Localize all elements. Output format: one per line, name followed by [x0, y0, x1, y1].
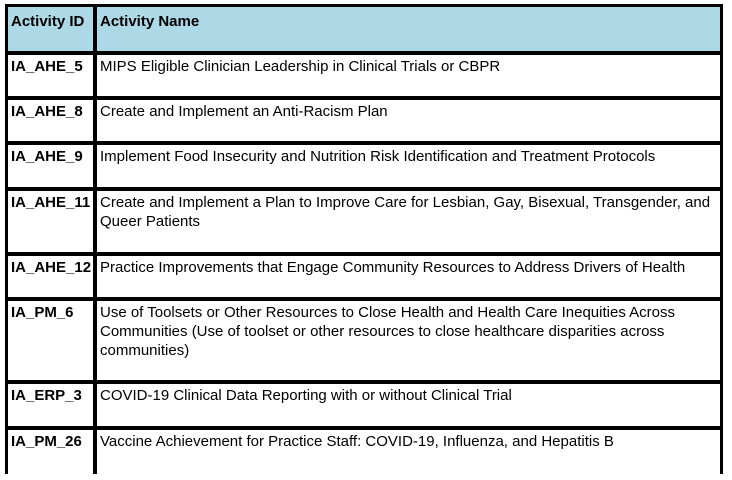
table-row	[8, 55, 720, 100]
activity-name-cell: COVID-19 Clinical Data Reporting with or without Clinical Trial	[97, 384, 720, 430]
activity-id-cell: IA_ERP_3	[8, 384, 97, 430]
activity-name-cell: MIPS Eligible Clinician Leadership in Clinical Trials or CBPR	[97, 55, 720, 100]
table-row	[8, 430, 720, 474]
activity-id-cell: IA_AHE_9	[8, 145, 97, 191]
activity-id-cell: IA_AHE_8	[8, 100, 97, 145]
activity-name-cell: Practice Improvements that Engage Community Resources to Address Drivers of Health	[97, 256, 720, 301]
table-row	[8, 384, 720, 430]
table-row	[8, 301, 720, 384]
activity-id-cell: IA_AHE_12	[8, 256, 97, 301]
activity-table-frame	[5, 4, 723, 474]
column-header-activity-id: Activity ID	[8, 7, 97, 55]
table-header-row	[8, 7, 720, 55]
activity-id-cell: IA_PM_26	[8, 430, 97, 474]
activity-name-cell: Create and Implement an Anti-Racism Plan	[97, 100, 720, 145]
table-row	[8, 100, 720, 145]
column-header-activity-name: Activity Name	[97, 7, 720, 55]
activity-name-cell: Use of Toolsets or Other Resources to Close Health and Health Care Inequities Across Communities (Use of toolset or other resources to close healthcare disparities across communities)	[97, 301, 720, 384]
table-row	[8, 256, 720, 301]
table-row	[8, 191, 720, 256]
activity-name-cell: Vaccine Achievement for Practice Staff: COVID-19, Influenza, and Hepatitis B	[97, 430, 720, 474]
table-row	[8, 145, 720, 191]
activity-name-cell: Implement Food Insecurity and Nutrition Risk Identification and Treatment Protocols	[97, 145, 720, 191]
activity-id-cell: IA_PM_6	[8, 301, 97, 384]
activity-id-cell: IA_AHE_11	[8, 191, 97, 256]
activity-id-cell: IA_AHE_5	[8, 55, 97, 100]
activity-table	[8, 7, 720, 474]
activity-name-cell: Create and Implement a Plan to Improve Care for Lesbian, Gay, Bisexual, Transgender, and Queer Patients	[97, 191, 720, 256]
